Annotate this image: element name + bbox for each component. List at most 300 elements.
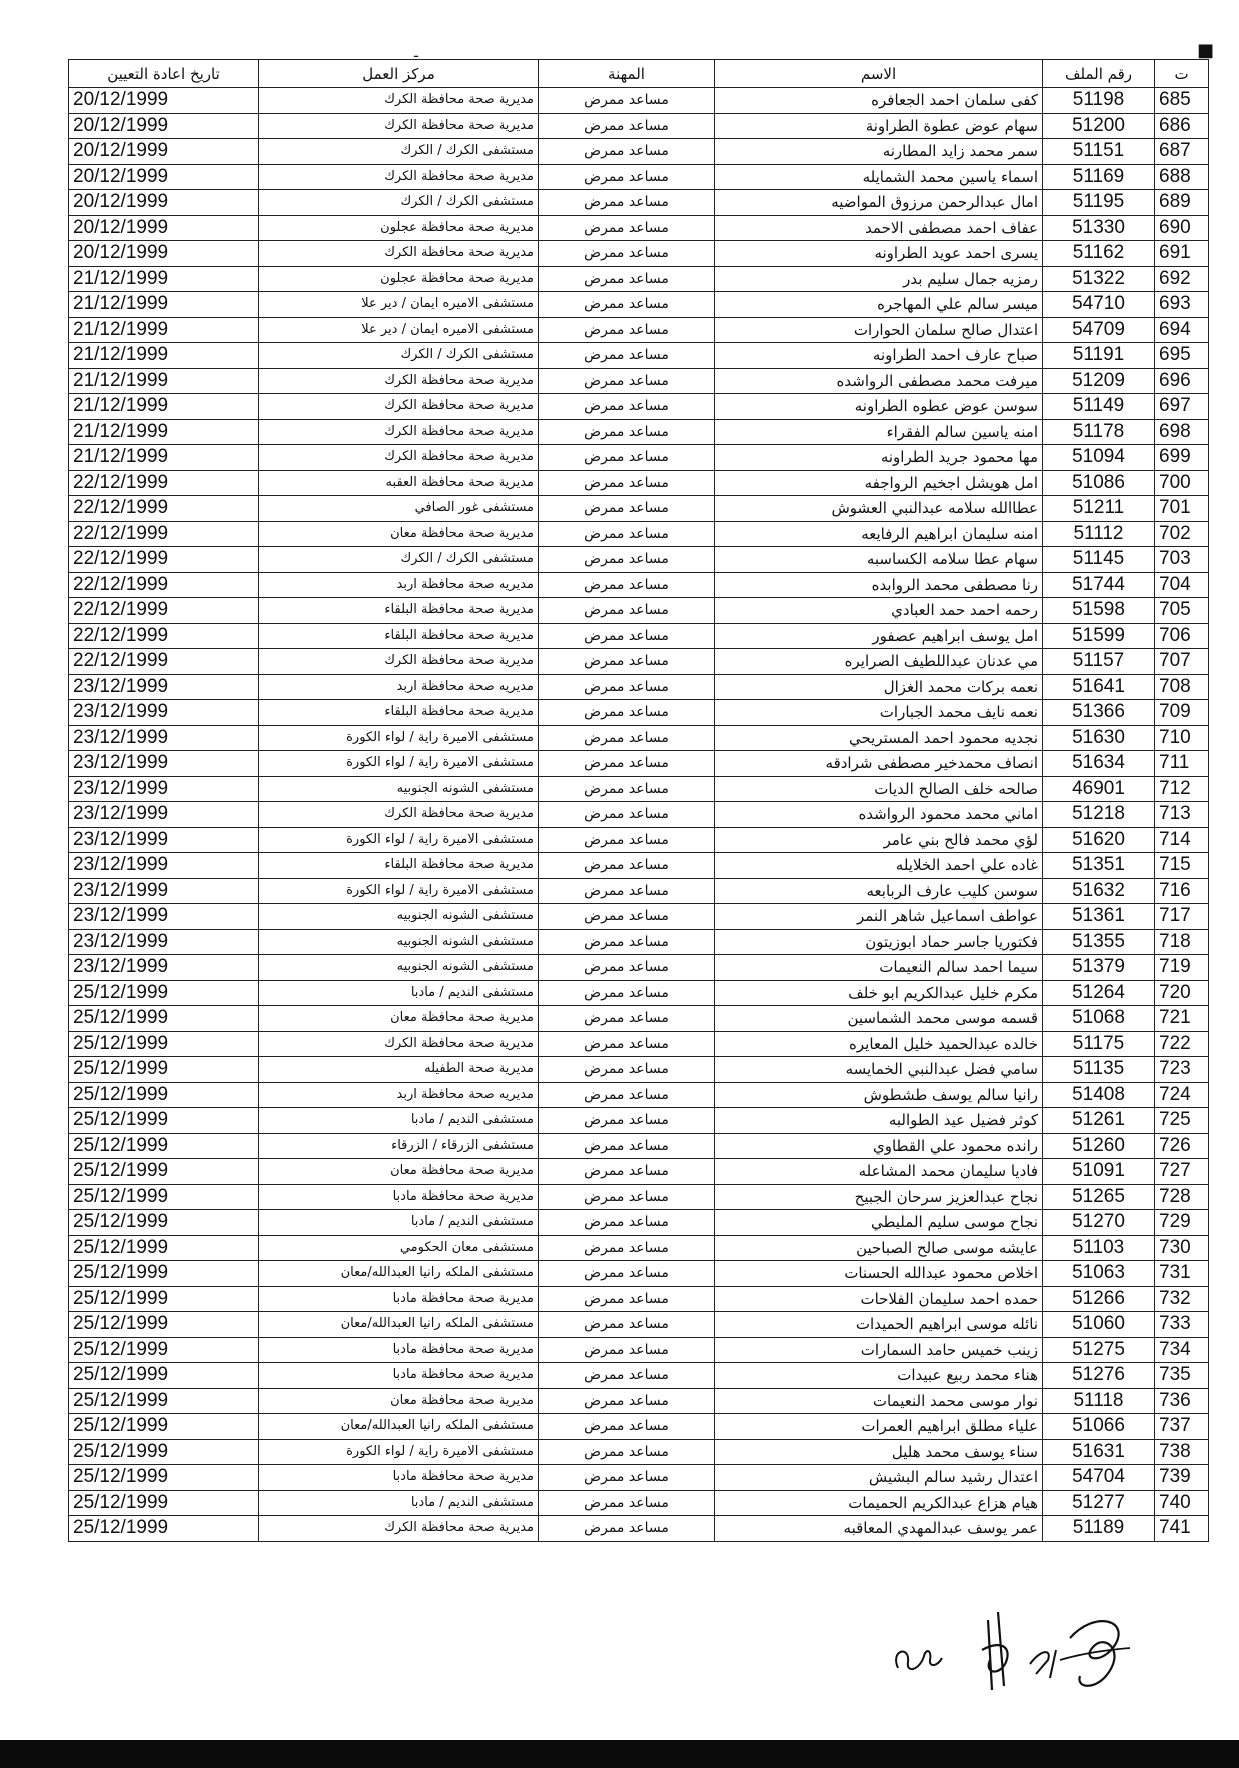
row-reassign-date: 21/12/1999	[69, 419, 259, 445]
row-seq: 726	[1155, 1133, 1209, 1159]
row-file-no: 51195	[1043, 190, 1155, 216]
row-seq: 716	[1155, 878, 1209, 904]
row-profession: مساعد ممرض	[539, 1057, 715, 1083]
row-name: صالحه خلف الصالح الديات	[715, 776, 1043, 802]
row-workplace: مديرية صحة محافظة العقبه	[259, 470, 539, 496]
row-workplace: مستشفى الاميرة راية / لواء الكورة	[259, 827, 539, 853]
row-name: امنه ياسين سالم الفقراء	[715, 419, 1043, 445]
row-name: سوسن كليب عارف الربابعه	[715, 878, 1043, 904]
table-row	[69, 1490, 1209, 1516]
scan-edge-bar	[0, 1740, 1239, 1768]
row-reassign-date: 25/12/1999	[69, 1516, 259, 1542]
row-name: مكرم خليل عبدالكريم ابو خلف	[715, 980, 1043, 1006]
table-row	[69, 1465, 1209, 1491]
row-workplace: مديرية صحة محافظة الكرك	[259, 164, 539, 190]
row-name: عفاف احمد مصطفى الاحمد	[715, 215, 1043, 241]
row-workplace: مديرية صحة محافظة مادبا	[259, 1363, 539, 1389]
row-seq: 712	[1155, 776, 1209, 802]
table-row	[69, 674, 1209, 700]
table-row	[69, 139, 1209, 165]
row-name: رحمه احمد حمد العبادي	[715, 598, 1043, 624]
row-reassign-date: 22/12/1999	[69, 623, 259, 649]
row-reassign-date: 20/12/1999	[69, 190, 259, 216]
row-name: زينب خميس حامد السمارات	[715, 1337, 1043, 1363]
row-file-no: 51135	[1043, 1057, 1155, 1083]
row-name: عمر يوسف عبدالمهدي المعاقبه	[715, 1516, 1043, 1542]
row-name: نجديه محمود احمد المستريحي	[715, 725, 1043, 751]
row-seq: 722	[1155, 1031, 1209, 1057]
row-profession: مساعد ممرض	[539, 241, 715, 267]
row-reassign-date: 22/12/1999	[69, 547, 259, 573]
row-file-no: 51200	[1043, 113, 1155, 139]
row-profession: مساعد ممرض	[539, 674, 715, 700]
row-name: مها محمود جريد الطراونه	[715, 445, 1043, 471]
row-seq: 705	[1155, 598, 1209, 624]
row-reassign-date: 25/12/1999	[69, 1465, 259, 1491]
row-profession: مساعد ممرض	[539, 164, 715, 190]
row-reassign-date: 25/12/1999	[69, 1210, 259, 1236]
row-reassign-date: 25/12/1999	[69, 1363, 259, 1389]
row-profession: مساعد ممرض	[539, 1312, 715, 1338]
row-seq: 711	[1155, 751, 1209, 777]
row-profession: مساعد ممرض	[539, 929, 715, 955]
table-row	[69, 1363, 1209, 1389]
row-seq: 733	[1155, 1312, 1209, 1338]
row-workplace: مديرية صحة محافظة البلقاء	[259, 853, 539, 879]
row-name: سهام عوض عطوة الطراونة	[715, 113, 1043, 139]
row-reassign-date: 22/12/1999	[69, 649, 259, 675]
row-reassign-date: 25/12/1999	[69, 1159, 259, 1185]
table-row	[69, 1057, 1209, 1083]
row-reassign-date: 25/12/1999	[69, 1108, 259, 1134]
row-seq: 692	[1155, 266, 1209, 292]
row-workplace: مستشفى الاميره ايمان / دير علا	[259, 292, 539, 318]
row-reassign-date: 21/12/1999	[69, 445, 259, 471]
header-name: الاسم	[715, 60, 1043, 88]
table-row	[69, 700, 1209, 726]
row-file-no: 51094	[1043, 445, 1155, 471]
table-row	[69, 445, 1209, 471]
row-profession: مساعد ممرض	[539, 139, 715, 165]
row-name: سوسن عوض عطوه الطراونه	[715, 394, 1043, 420]
row-reassign-date: 21/12/1999	[69, 266, 259, 292]
row-reassign-date: 23/12/1999	[69, 751, 259, 777]
row-workplace: مستشفى الشونه الجنوبيه	[259, 904, 539, 930]
row-file-no: 51379	[1043, 955, 1155, 981]
row-name: لؤي محمد فالح بني عامر	[715, 827, 1043, 853]
row-reassign-date: 23/12/1999	[69, 725, 259, 751]
row-profession: مساعد ممرض	[539, 88, 715, 114]
table-row	[69, 1261, 1209, 1287]
row-name: سامي فضل عبدالنبي الخمايسه	[715, 1057, 1043, 1083]
row-seq: 704	[1155, 572, 1209, 598]
row-name: سيما احمد سالم النعيمات	[715, 955, 1043, 981]
row-profession: مساعد ممرض	[539, 1159, 715, 1185]
row-reassign-date: 23/12/1999	[69, 955, 259, 981]
row-file-no: 51264	[1043, 980, 1155, 1006]
header-reassign-date: تاريخ اعادة التعيين	[69, 60, 259, 88]
table-row	[69, 1439, 1209, 1465]
row-name: رنا مصطفى محمد الروابده	[715, 572, 1043, 598]
row-reassign-date: 20/12/1999	[69, 164, 259, 190]
row-file-no: 51149	[1043, 394, 1155, 420]
row-name: قسمه موسى محمد الشماسين	[715, 1006, 1043, 1032]
row-name: رانيا سالم يوسف طشطوش	[715, 1082, 1043, 1108]
row-reassign-date: 22/12/1999	[69, 496, 259, 522]
table-row	[69, 547, 1209, 573]
row-workplace: مديرية صحة محافظة البلقاء	[259, 700, 539, 726]
table-row	[69, 1414, 1209, 1440]
row-workplace: مستشفى النديم / مادبا	[259, 1490, 539, 1516]
row-profession: مساعد ممرض	[539, 394, 715, 420]
table-row	[69, 521, 1209, 547]
row-name: فكتوريا جاسر حماد ابوزيتون	[715, 929, 1043, 955]
row-seq: 724	[1155, 1082, 1209, 1108]
row-profession: مساعد ممرض	[539, 1210, 715, 1236]
row-file-no: 51744	[1043, 572, 1155, 598]
table-row	[69, 1184, 1209, 1210]
row-name: سمر محمد زايد المطارنه	[715, 139, 1043, 165]
scan-mark-corner: ■	[1197, 40, 1215, 61]
row-name: عايشه موسى صالح الصباحين	[715, 1235, 1043, 1261]
row-profession: مساعد ممرض	[539, 1184, 715, 1210]
row-seq: 694	[1155, 317, 1209, 343]
row-profession: مساعد ممرض	[539, 980, 715, 1006]
row-reassign-date: 25/12/1999	[69, 1006, 259, 1032]
row-workplace: مستشفى الاميرة راية / لواء الكورة	[259, 725, 539, 751]
row-workplace: مديرية صحة محافظة الكرك	[259, 802, 539, 828]
row-workplace: مديرية صحة محافظة الكرك	[259, 1516, 539, 1542]
row-seq: 734	[1155, 1337, 1209, 1363]
row-workplace: مديرية صحة محافظة الكرك	[259, 419, 539, 445]
row-seq: 735	[1155, 1363, 1209, 1389]
table-row	[69, 164, 1209, 190]
row-seq: 702	[1155, 521, 1209, 547]
row-profession: مساعد ممرض	[539, 215, 715, 241]
row-workplace: مستشفى غور الصافي	[259, 496, 539, 522]
row-profession: مساعد ممرض	[539, 113, 715, 139]
row-file-no: 51066	[1043, 1414, 1155, 1440]
row-workplace: مستشفى الشونه الجنوبيه	[259, 955, 539, 981]
header-workplace: مركز العمل	[259, 60, 539, 88]
table-row	[69, 470, 1209, 496]
row-file-no: 51060	[1043, 1312, 1155, 1338]
table-row	[69, 266, 1209, 292]
row-workplace: مستشفى الملكه رانيا العبدالله/معان	[259, 1261, 539, 1287]
table-row	[69, 725, 1209, 751]
row-workplace: مستشفى الاميرة راية / لواء الكورة	[259, 878, 539, 904]
table-row	[69, 623, 1209, 649]
row-name: امنه سليمان ابراهيم الرفايعه	[715, 521, 1043, 547]
row-file-no: 51275	[1043, 1337, 1155, 1363]
row-file-no: 51189	[1043, 1516, 1155, 1542]
row-workplace: مديرية صحة محافظة مادبا	[259, 1337, 539, 1363]
table-row	[69, 1133, 1209, 1159]
row-file-no: 51265	[1043, 1184, 1155, 1210]
row-name: كوثر فضيل عيد الطوالبه	[715, 1108, 1043, 1134]
row-profession: مساعد ممرض	[539, 878, 715, 904]
row-name: اماني محمد محمود الرواشده	[715, 802, 1043, 828]
row-seq: 693	[1155, 292, 1209, 318]
row-reassign-date: 22/12/1999	[69, 470, 259, 496]
row-seq: 697	[1155, 394, 1209, 420]
employee-table	[68, 59, 1209, 1542]
row-file-no: 51175	[1043, 1031, 1155, 1057]
row-name: علياء مطلق ابراهيم العمرات	[715, 1414, 1043, 1440]
row-name: نائله موسى ابراهيم الحميدات	[715, 1312, 1043, 1338]
row-reassign-date: 25/12/1999	[69, 1490, 259, 1516]
row-reassign-date: 25/12/1999	[69, 1439, 259, 1465]
row-name: حمده احمد سليمان الفلاحات	[715, 1286, 1043, 1312]
row-workplace: مستشفى الكرك / الكرك	[259, 343, 539, 369]
row-name: اخلاص محمود عبدالله الحسنات	[715, 1261, 1043, 1287]
row-seq: 727	[1155, 1159, 1209, 1185]
row-file-no: 51112	[1043, 521, 1155, 547]
row-seq: 695	[1155, 343, 1209, 369]
row-file-no: 54710	[1043, 292, 1155, 318]
table-row	[69, 496, 1209, 522]
row-reassign-date: 20/12/1999	[69, 139, 259, 165]
table-row	[69, 751, 1209, 777]
row-reassign-date: 23/12/1999	[69, 827, 259, 853]
row-reassign-date: 25/12/1999	[69, 1261, 259, 1287]
row-profession: مساعد ممرض	[539, 1133, 715, 1159]
row-file-no: 51277	[1043, 1490, 1155, 1516]
row-profession: مساعد ممرض	[539, 1414, 715, 1440]
row-file-no: 51270	[1043, 1210, 1155, 1236]
row-workplace: مديرية صحة محافظة مادبا	[259, 1184, 539, 1210]
row-name: مي عدنان عبداللطيف الصرايره	[715, 649, 1043, 675]
table-row	[69, 853, 1209, 879]
row-reassign-date: 25/12/1999	[69, 1082, 259, 1108]
row-seq: 701	[1155, 496, 1209, 522]
row-workplace: مستشفى الزرقاء / الزرقاء	[259, 1133, 539, 1159]
row-seq: 741	[1155, 1516, 1209, 1542]
row-profession: مساعد ممرض	[539, 1031, 715, 1057]
row-name: نجاح موسى سليم المليطي	[715, 1210, 1043, 1236]
row-profession: مساعد ممرض	[539, 1516, 715, 1542]
row-seq: 686	[1155, 113, 1209, 139]
row-seq: 721	[1155, 1006, 1209, 1032]
row-file-no: 51211	[1043, 496, 1155, 522]
row-file-no: 51598	[1043, 598, 1155, 624]
row-profession: مساعد ممرض	[539, 649, 715, 675]
row-seq: 700	[1155, 470, 1209, 496]
table-row	[69, 572, 1209, 598]
row-profession: مساعد ممرض	[539, 547, 715, 573]
row-workplace: مستشفى الكرك / الكرك	[259, 139, 539, 165]
row-name: ميسر سالم علي المهاجره	[715, 292, 1043, 318]
row-workplace: مديرية صحة محافظة الكرك	[259, 368, 539, 394]
row-seq: 710	[1155, 725, 1209, 751]
row-file-no: 51162	[1043, 241, 1155, 267]
row-name: يسرى احمد عويد الطراونه	[715, 241, 1043, 267]
row-file-no: 51157	[1043, 649, 1155, 675]
row-seq: 691	[1155, 241, 1209, 267]
row-file-no: 51218	[1043, 802, 1155, 828]
row-file-no: 51599	[1043, 623, 1155, 649]
row-workplace: مستشفى الشونه الجنوبيه	[259, 929, 539, 955]
row-seq: 720	[1155, 980, 1209, 1006]
row-seq: 714	[1155, 827, 1209, 853]
table-row	[69, 343, 1209, 369]
table-row	[69, 955, 1209, 981]
row-seq: 688	[1155, 164, 1209, 190]
row-workplace: مستشفى الملكه رانيا العبدالله/معان	[259, 1312, 539, 1338]
row-profession: مساعد ممرض	[539, 572, 715, 598]
header-profession: المهنة	[539, 60, 715, 88]
row-reassign-date: 22/12/1999	[69, 598, 259, 624]
row-workplace: مديرية صحة محافظة الكرك	[259, 394, 539, 420]
row-file-no: 54704	[1043, 1465, 1155, 1491]
row-file-no: 51322	[1043, 266, 1155, 292]
row-workplace: مديرية صحة محافظة البلقاء	[259, 623, 539, 649]
table-row	[69, 1031, 1209, 1057]
row-name: سهام عطا سلامه الكساسبه	[715, 547, 1043, 573]
row-workplace: مستشفى الاميره ايمان / دير علا	[259, 317, 539, 343]
row-name: اعتدال صالح سلمان الحوارات	[715, 317, 1043, 343]
row-seq: 699	[1155, 445, 1209, 471]
row-profession: مساعد ممرض	[539, 904, 715, 930]
row-workplace: مديرية صحة محافظة عجلون	[259, 266, 539, 292]
row-file-no: 51276	[1043, 1363, 1155, 1389]
row-name: عواطف اسماعيل شاهر النمر	[715, 904, 1043, 930]
row-reassign-date: 22/12/1999	[69, 572, 259, 598]
row-file-no: 51063	[1043, 1261, 1155, 1287]
row-name: نعمه بركات محمد الغزال	[715, 674, 1043, 700]
row-seq: 729	[1155, 1210, 1209, 1236]
row-profession: مساعد ممرض	[539, 827, 715, 853]
row-reassign-date: 25/12/1999	[69, 1286, 259, 1312]
row-file-no: 51086	[1043, 470, 1155, 496]
row-name: خالده عبدالحميد خليل المعايره	[715, 1031, 1043, 1057]
row-workplace: مديرية صحة محافظة معان	[259, 1006, 539, 1032]
table-row	[69, 1082, 1209, 1108]
row-profession: مساعد ممرض	[539, 751, 715, 777]
row-profession: مساعد ممرض	[539, 1363, 715, 1389]
row-reassign-date: 23/12/1999	[69, 776, 259, 802]
row-profession: مساعد ممرض	[539, 1235, 715, 1261]
row-profession: مساعد ممرض	[539, 955, 715, 981]
table-row	[69, 980, 1209, 1006]
row-profession: مساعد ممرض	[539, 1082, 715, 1108]
row-file-no: 46901	[1043, 776, 1155, 802]
table-row	[69, 88, 1209, 114]
row-profession: مساعد ممرض	[539, 419, 715, 445]
table-row	[69, 827, 1209, 853]
row-reassign-date: 25/12/1999	[69, 1337, 259, 1363]
row-seq: 731	[1155, 1261, 1209, 1287]
table-row	[69, 1159, 1209, 1185]
table-row	[69, 317, 1209, 343]
row-reassign-date: 25/12/1999	[69, 1057, 259, 1083]
row-seq: 740	[1155, 1490, 1209, 1516]
table-row	[69, 1235, 1209, 1261]
row-name: كفى سلمان احمد الجعافره	[715, 88, 1043, 114]
row-profession: مساعد ممرض	[539, 317, 715, 343]
row-name: انصاف محمدخير مصطفى شرادقه	[715, 751, 1043, 777]
row-reassign-date: 25/12/1999	[69, 1414, 259, 1440]
row-name: سناء يوسف محمد هليل	[715, 1439, 1043, 1465]
row-file-no: 51631	[1043, 1439, 1155, 1465]
row-workplace: مستشفى النديم / مادبا	[259, 1108, 539, 1134]
row-file-no: 51266	[1043, 1286, 1155, 1312]
table-row	[69, 1006, 1209, 1032]
row-seq: 736	[1155, 1388, 1209, 1414]
row-profession: مساعد ممرض	[539, 190, 715, 216]
row-reassign-date: 23/12/1999	[69, 904, 259, 930]
row-name: ميرفت محمد مصطفى الرواشده	[715, 368, 1043, 394]
row-workplace: مستشفى الملكه رانيا العبدالله/معان	[259, 1414, 539, 1440]
row-reassign-date: 21/12/1999	[69, 343, 259, 369]
row-file-no: 51261	[1043, 1108, 1155, 1134]
row-file-no: 51191	[1043, 343, 1155, 369]
row-file-no: 51630	[1043, 725, 1155, 751]
row-file-no: 51091	[1043, 1159, 1155, 1185]
table-row	[69, 598, 1209, 624]
row-workplace: مستشفى الكرك / الكرك	[259, 547, 539, 573]
row-name: رمزيه جمال سليم بدر	[715, 266, 1043, 292]
row-workplace: مديرية صحة محافظة مادبا	[259, 1286, 539, 1312]
row-reassign-date: 22/12/1999	[69, 521, 259, 547]
row-file-no: 51330	[1043, 215, 1155, 241]
row-workplace: مديرية صحة محافظة معان	[259, 1159, 539, 1185]
row-file-no: 51145	[1043, 547, 1155, 573]
table-row	[69, 1516, 1209, 1542]
header-file-no: رقم الملف	[1043, 60, 1155, 88]
scan-mark-top: ـ	[414, 45, 419, 61]
row-seq: 719	[1155, 955, 1209, 981]
row-seq: 707	[1155, 649, 1209, 675]
row-file-no: 51260	[1043, 1133, 1155, 1159]
row-profession: مساعد ممرض	[539, 445, 715, 471]
row-name: امل يوسف ابراهيم عصفور	[715, 623, 1043, 649]
row-profession: مساعد ممرض	[539, 802, 715, 828]
row-workplace: مديريه صحة محافظة اربد	[259, 674, 539, 700]
row-file-no: 51169	[1043, 164, 1155, 190]
row-profession: مساعد ممرض	[539, 521, 715, 547]
row-seq: 715	[1155, 853, 1209, 879]
row-seq: 730	[1155, 1235, 1209, 1261]
row-profession: مساعد ممرض	[539, 368, 715, 394]
row-reassign-date: 20/12/1999	[69, 113, 259, 139]
row-name: رانده محمود علي القطاوي	[715, 1133, 1043, 1159]
row-name: نجاح عبدالعزيز سرحان الجبيح	[715, 1184, 1043, 1210]
row-file-no: 51366	[1043, 700, 1155, 726]
row-workplace: مديرية صحة محافظة الكرك	[259, 241, 539, 267]
row-workplace: مديرية صحة محافظة مادبا	[259, 1465, 539, 1491]
row-profession: مساعد ممرض	[539, 853, 715, 879]
table-row	[69, 1337, 1209, 1363]
table-row	[69, 1108, 1209, 1134]
row-profession: مساعد ممرض	[539, 1465, 715, 1491]
row-workplace: مديرية صحة محافظة الكرك	[259, 649, 539, 675]
row-profession: مساعد ممرض	[539, 725, 715, 751]
row-seq: 708	[1155, 674, 1209, 700]
row-file-no: 51209	[1043, 368, 1155, 394]
row-file-no: 51198	[1043, 88, 1155, 114]
row-name: عطاالله سلامه عبدالنبي العشوش	[715, 496, 1043, 522]
row-file-no: 51634	[1043, 751, 1155, 777]
row-seq: 690	[1155, 215, 1209, 241]
row-name: هيام هزاع عبدالكريم الحميمات	[715, 1490, 1043, 1516]
row-file-no: 51068	[1043, 1006, 1155, 1032]
row-name: نوار موسى محمد النعيمات	[715, 1388, 1043, 1414]
row-profession: مساعد ممرض	[539, 700, 715, 726]
row-seq: 698	[1155, 419, 1209, 445]
row-seq: 706	[1155, 623, 1209, 649]
row-profession: مساعد ممرض	[539, 470, 715, 496]
